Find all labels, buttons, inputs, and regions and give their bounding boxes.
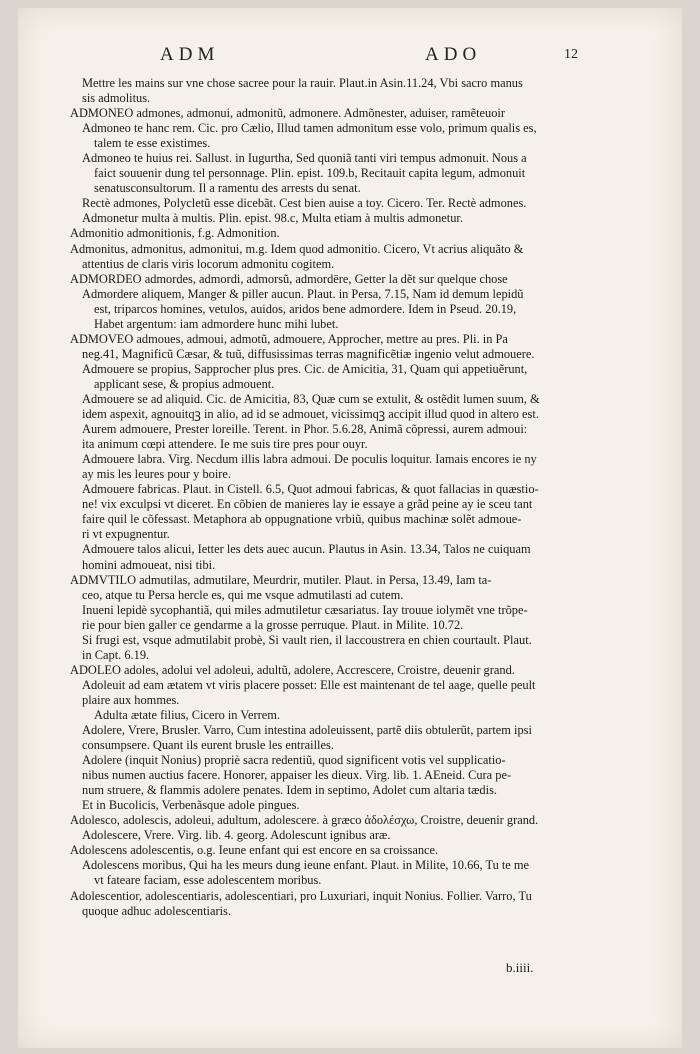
dictionary-entry: [70, 542, 630, 572]
entry-line: Adolescentior, adolescentiaris, adolescentiari, pro Luxuriari, inquit Nonius. Follier. Varro, Tu: [70, 888, 532, 903]
entry-line: in Capt. 6.19.: [82, 647, 150, 662]
dictionary-entry: [70, 151, 630, 196]
entry-line: Mettre les mains sur vne chose sacree pour la rauir. Plaut.in Asin.11.24, Vbi sacro manus: [82, 76, 523, 90]
entry-line: est, triparcos homines, vetulos, auidos, aridos bene admordere. Idem in Pseud. 20.19,: [94, 301, 517, 316]
headword-line: ADMORDEO admordes, admordi, admorsũ, admordēre, Getter la dẽt sur quelque chose: [70, 271, 508, 286]
entry-line: homini admoueat, nisi tibi.: [82, 557, 216, 572]
page-number: 12: [564, 47, 578, 62]
entry-line: Admouere talos alicui, Ietter les dets auec aucun. Plautus in Asin. 13.34, Talos ne cuiquam: [82, 542, 531, 557]
entry-line: senatusconsultorum. Il a ramentu des arrests du senat.: [94, 181, 361, 196]
running-head-left: ADM: [160, 44, 220, 65]
dictionary-entry: [70, 843, 630, 888]
entry-line: quoque adhuc adolescentiaris.: [82, 903, 231, 918]
entry-line: ceo, atque tu Persa hercle es, qui me vsque admutilasti ad cutem.: [82, 587, 404, 602]
entry-line: Admouere labra. Virg. Necdum illis labra admoui. De poculis loquitur. Iamais encores ie ny: [82, 452, 537, 467]
dictionary-entry: [70, 633, 630, 663]
dictionary-entry: [70, 106, 630, 151]
entry-line: attentius de claris viris locorum admonitu cogitem.: [82, 256, 335, 271]
entry-line: Habet argentum: iam admordere hunc mihi lubet.: [94, 316, 339, 331]
entry-line: Adolere, Vrere, Brusler. Varro, Cum intestina adoleuissent, partẽ diis obtulerũt, partem ipsi: [82, 723, 532, 738]
entry-line: Et in Bucolicis, Verbenãsque adole pingues.: [82, 798, 300, 813]
signature-mark: b.iiii.: [506, 960, 534, 975]
entry-line: plaire aux hommes.: [82, 692, 180, 707]
dictionary-entry: [70, 482, 630, 542]
entry-line: Adulta ætate filius, Cicero in Verrem.: [94, 707, 280, 722]
running-head: [18, 44, 682, 68]
headword-line: ADMOVEO admoues, admoui, admotũ, admouere, Approcher, mettre au pres. Pli. in Pa: [70, 331, 508, 346]
entry-line: Adolescens adolescentis, o.g. Ieune enfant qui est encore en sa croissance.: [70, 843, 439, 858]
book-page: [18, 8, 682, 1048]
entry-line: Adolesco, adolescis, adoleui, adultum, adolescere. à græco ἀδολέσχω, Croistre, deuenir grand.: [70, 813, 539, 828]
entry-line: Admonetur multa à multis. Plin. epist. 98.c, Multa etiam à multis admonetur.: [82, 211, 463, 226]
dictionary-entry: [70, 813, 630, 843]
entry-line: Adolescens moribus, Qui ha les meurs dung ieune enfant. Plaut. in Milite, 10.66, Tu te me: [82, 858, 530, 873]
entry-line: Adoleuit ad eam ætatem vt viris placere posset: Elle est maintenant de tel aage, quelle peult: [82, 677, 536, 692]
entry-line: consumpsere. Quant ils eurent brusle les entrailles.: [82, 738, 334, 753]
dictionary-entry: [70, 452, 630, 482]
dictionary-entry: [70, 392, 630, 452]
entry-line: vt fateare faciam, esse adolescentem moribus.: [94, 873, 322, 888]
dictionary-entry: [70, 76, 630, 106]
entry-line: Inueni lepidè sycophantiã, qui miles admutiletur cæsariatus. Iay trouue iolymẽt vne trõpe-: [82, 602, 528, 617]
running-head-right: ADO: [425, 44, 482, 65]
dictionary-entry: [70, 226, 630, 241]
entry-line: sis admolitus.: [82, 91, 151, 106]
entry-line: Admordere aliquem, Manger & piller aucun. Plaut. in Persa, 7.15, Nam id demum lepidũ: [82, 286, 524, 301]
headword-line: ADMVTILO admutilas, admutilare, Meurdrir, mutiler. Plaut. in Persa, 13.49, Iam ta-: [70, 572, 492, 587]
entry-line: neg.41, Magnificũ Cæsar, & tuũ, diffusissimas terras magnificẽtiæ ingenio velut admouere.: [82, 346, 535, 361]
headword-line: ADMONEO admones, admonui, admonitũ, admonere. Admõnester, aduiser, ramẽteuoir: [70, 106, 505, 121]
entry-line: faire quil le cõfessast. Metaphora ab oppugnatione vrbiũ, quibus machinæ solẽt admoue-: [82, 512, 522, 527]
entry-line: Admonitus, admonitus, admonitui, m.g. Idem quod admonitio. Cicero, Vt acrius aliquãto &: [70, 241, 524, 256]
entry-line: Admoneo te hanc rem. Cic. pro Cælio, Illud tamen admonitum esse volo, primum qualis es,: [82, 121, 537, 136]
dictionary-text: [70, 76, 630, 919]
dictionary-entry: [70, 663, 630, 723]
entry-line: Admouere se propius, Sapprocher plus pres. Cic. de Amicitia, 31, Quam qui appetiuẽrunt,: [82, 361, 528, 376]
entry-line: ay mis les leures pour y boire.: [82, 467, 231, 482]
entry-line: num struere, & flammis adolere penates. Idem in septimo, Adolet cum altaria tædis.: [82, 783, 497, 798]
dictionary-entry: [70, 196, 630, 211]
dictionary-entry: [70, 242, 630, 272]
entry-line: Adolere (inquit Nonius) propriè sacra redentiũ, quod significent votis vel supplicatio-: [82, 753, 506, 768]
dictionary-entry: [70, 272, 630, 332]
entry-line: Adolescere, Vrere. Virg. lib. 4. georg. Adolescunt ignibus aræ.: [82, 828, 391, 843]
entry-line: Admouere se ad aliquid. Cic. de Amicitia, 83, Quæ cum se extulit, & ostẽdit lumen suum, &: [82, 391, 540, 406]
dictionary-entry: [70, 332, 630, 392]
entry-line: applicant sese, & propius admouent.: [94, 376, 275, 391]
dictionary-entry: [70, 753, 630, 813]
entry-line: Admouere fabricas. Plaut. in Cistell. 6.5, Quot admoui fabricas, & quot fallacias in quæstio-: [82, 482, 539, 497]
entry-line: idem aspexit, agnouitqꝫ in alio, ad id se admouet, vicissimqꝫ accipit illud quod in altero est.: [82, 407, 539, 422]
entry-line: talem te esse existimes.: [94, 136, 211, 151]
entry-line: Admoneo te huius rei. Sallust. in Iugurtha, Sed quoniã tanti viri tempus admonuit. Nous a: [82, 151, 527, 166]
entry-line: nibus numen auctius facere. Honorer, appaiser les dieux. Virg. lib. 1. AEneid. Cura pe-: [82, 768, 512, 783]
entry-line: ri vt expugnentur.: [82, 527, 170, 542]
dictionary-entry: [70, 723, 630, 753]
entry-line: Rectè admones, Polycletũ esse dicebãt. Cest bien auise a toy. Cicero. Ter. Rectè admones.: [82, 196, 527, 211]
entry-line: Aurem admouere, Prester loreille. Terent. in Phor. 5.6.28, Animã cõpressi, aurem admoui:: [82, 422, 528, 437]
dictionary-entry: [70, 889, 630, 919]
dictionary-entry: [70, 211, 630, 226]
entry-line: ne! vix exculpsi vt diceret. En cõbien de manieres lay ie essaye a grãd peine ay ie sceu tant: [82, 497, 533, 512]
headword-line: ADOLEO adoles, adolui vel adoleui, adultũ, adolere, Accrescere, Croistre, deuenir grand.: [70, 662, 515, 677]
entry-line: Admonitio admonitionis, f.g. Admonition.: [70, 226, 280, 241]
entry-line: ita animum cœpi attendere. Ie me suis tire pres pour ouyr.: [82, 437, 368, 452]
dictionary-entry: [70, 573, 630, 633]
entry-line: faict souuenir dung tel personnage. Plin. epist. 109.b, Recitauit capita legum, admonuit: [94, 166, 526, 181]
entry-line: Si frugi est, vsque admutilabit probè, Si vault rien, il laccoustrera en chien courtault. Plaut.: [82, 632, 532, 647]
entry-line: rie pour bien galler ce gendarme a la grosse perruque. Plaut. in Milite. 10.72.: [82, 617, 464, 632]
